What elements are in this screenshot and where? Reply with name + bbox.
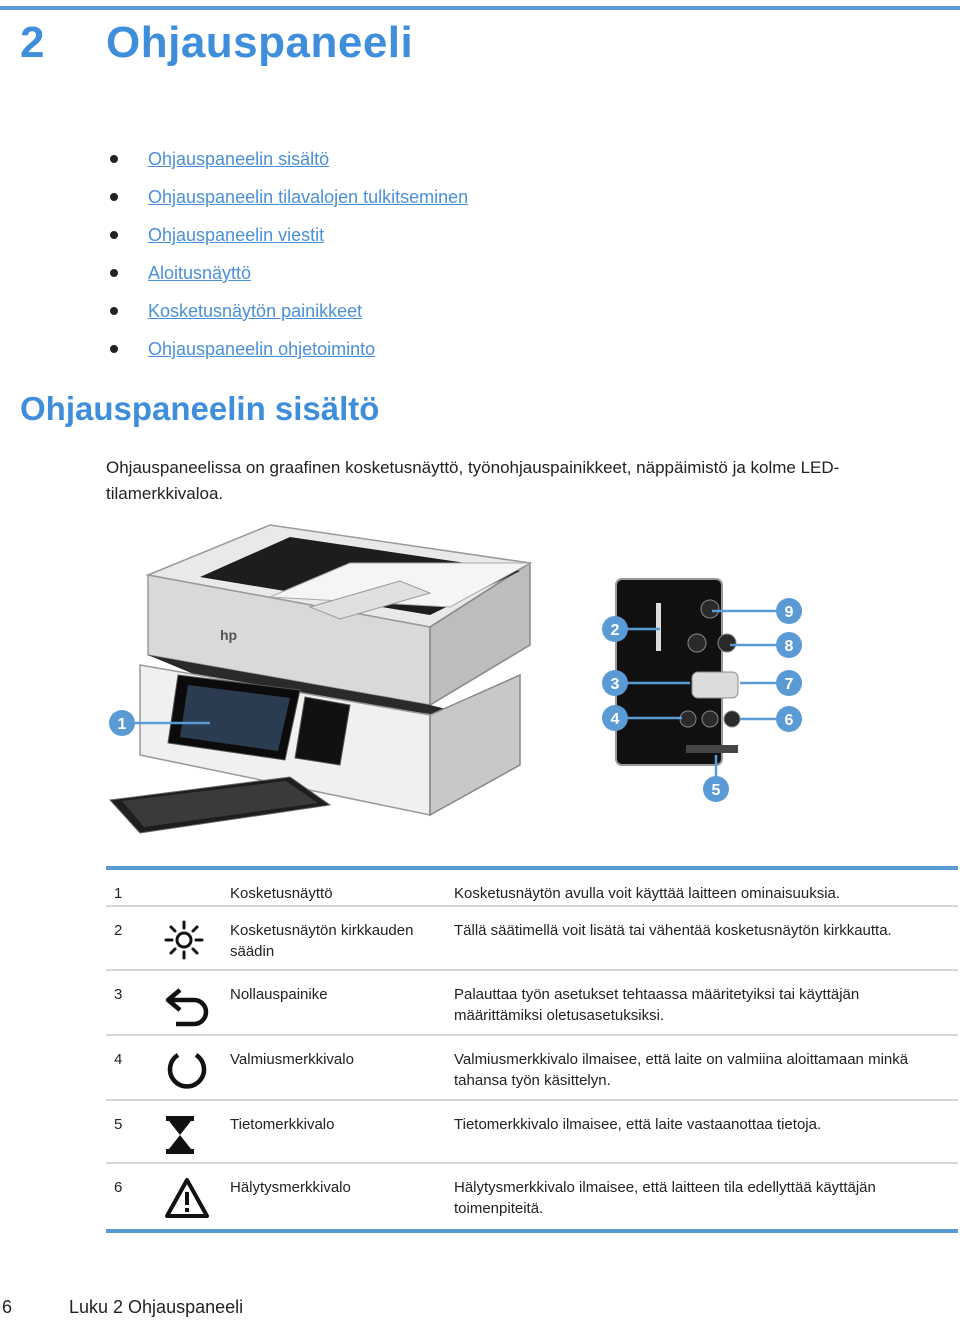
- brightness-icon: [164, 920, 204, 960]
- row-name: Nollauspainike: [230, 986, 328, 1003]
- toc-item: [108, 260, 468, 298]
- row-description: Tällä säätimellä voit lisätä tai vähentää kosketusnäytön kirkkautta.: [454, 922, 892, 939]
- callout-6-label: 6: [784, 712, 794, 729]
- chapter-title: Ohjauspaneeli: [106, 18, 414, 67]
- row-number: 3: [114, 986, 123, 1003]
- toc-link[interactable]: Kosketusnäytön painikkeet: [148, 301, 363, 321]
- scanner-illustration: [110, 525, 530, 833]
- table-row: [106, 970, 958, 1035]
- callout-7-label: 7: [784, 676, 794, 693]
- page-number: 6: [2, 1297, 13, 1317]
- table-row: [106, 906, 958, 970]
- table-row: [106, 1035, 958, 1100]
- callout-2-label: 2: [610, 622, 620, 639]
- callout-7: [776, 670, 802, 696]
- row-name: Valmiusmerkkivalo: [230, 1051, 354, 1068]
- toc-link[interactable]: Ohjauspaneelin tilavalojen tulkitseminen: [148, 187, 469, 207]
- callout-legend-table: [106, 866, 958, 1233]
- callout-8-label: 8: [784, 638, 794, 655]
- toc-item: [108, 298, 468, 336]
- hp-logo: hp: [220, 627, 238, 643]
- chapter-number: 2: [20, 18, 45, 67]
- bullet-icon: [110, 307, 118, 315]
- toc-link[interactable]: Ohjauspaneelin ohjetoiminto: [148, 339, 376, 359]
- callout-3: [602, 670, 628, 696]
- warning-triangle-icon: [164, 1177, 210, 1219]
- section-title: Ohjauspaneelin sisältö: [20, 390, 380, 427]
- callout-3-label: 3: [610, 676, 620, 693]
- bullet-icon: [110, 155, 118, 163]
- table-row: [106, 1163, 958, 1231]
- toc-link[interactable]: Aloitusnäyttö: [148, 263, 252, 283]
- row-name: Kosketusnäyttö: [230, 885, 333, 902]
- toc-item: [108, 336, 468, 374]
- row-description: Tietomerkkivalo ilmaisee, että laite vastaanottaa tietoja.: [454, 1116, 822, 1133]
- callout-1: [109, 710, 135, 736]
- row-name: Hälytysmerkkivalo: [230, 1179, 351, 1196]
- callout-1-label: 1: [117, 716, 127, 733]
- callout-5: [703, 776, 729, 802]
- toc-item: [108, 146, 468, 184]
- footer-chapter-label: Luku 2 Ohjauspaneeli: [69, 1297, 244, 1317]
- row-description: Palauttaa työn asetukset tehtaassa määritetyiksi tai käyttäjän määrittämiksi oletusasetuksiksi.: [454, 986, 860, 1024]
- bullet-icon: [110, 345, 118, 353]
- reset-arrow-icon: [164, 984, 212, 1028]
- callout-6: [776, 706, 802, 732]
- bullet-icon: [110, 193, 118, 201]
- callout-4: [602, 705, 628, 731]
- toc-item: [108, 222, 468, 260]
- row-number: 4: [114, 1051, 123, 1068]
- callout-4-label: 4: [610, 711, 620, 728]
- bullet-icon: [110, 269, 118, 277]
- table-row: [106, 868, 958, 906]
- scanner-figure: [100, 515, 820, 845]
- row-number: 5: [114, 1116, 123, 1133]
- row-description: Hälytysmerkkivalo ilmaisee, että laitteen tila edellyttää käyttäjän toimenpiteitä.: [454, 1179, 876, 1217]
- row-icon-cell: [164, 868, 230, 906]
- row-number: 6: [114, 1179, 123, 1196]
- row-description: Kosketusnäytön avulla voit käyttää laitteen ominaisuuksia.: [454, 885, 841, 902]
- row-name: Tietomerkkivalo: [230, 1116, 335, 1133]
- control-panel-zoom: [616, 579, 740, 765]
- table-row: [106, 1100, 958, 1163]
- toc-link[interactable]: Ohjauspaneelin viestit: [148, 225, 325, 245]
- hourglass-icon: [164, 1114, 196, 1156]
- chapter-top-rule: [0, 6, 960, 10]
- row-number: 1: [114, 885, 123, 902]
- callout-2: [602, 616, 628, 642]
- chapter-toc: [108, 146, 468, 374]
- callout-8: [776, 632, 802, 658]
- toc-link[interactable]: Ohjauspaneelin sisältö: [148, 149, 330, 169]
- callout-9-label: 9: [784, 604, 794, 621]
- callout-9: [776, 598, 802, 624]
- bullet-icon: [110, 231, 118, 239]
- power-ready-icon: [164, 1049, 210, 1093]
- toc-item: [108, 184, 468, 222]
- row-number: 2: [114, 922, 123, 939]
- callout-5-label: 5: [711, 782, 721, 799]
- row-description: Valmiusmerkkivalo ilmaisee, että laite on valmiina aloittamaan minkä tahansa työn käsittelyn.: [454, 1051, 909, 1089]
- row-name: Kosketusnäytön kirkkauden säädin: [230, 922, 414, 960]
- section-intro: Ohjauspaneelissa on graafinen kosketusnäyttö, työnohjauspainikkeet, näppäimistö ja kolme LED-tilamerkkivaloa.: [106, 458, 840, 503]
